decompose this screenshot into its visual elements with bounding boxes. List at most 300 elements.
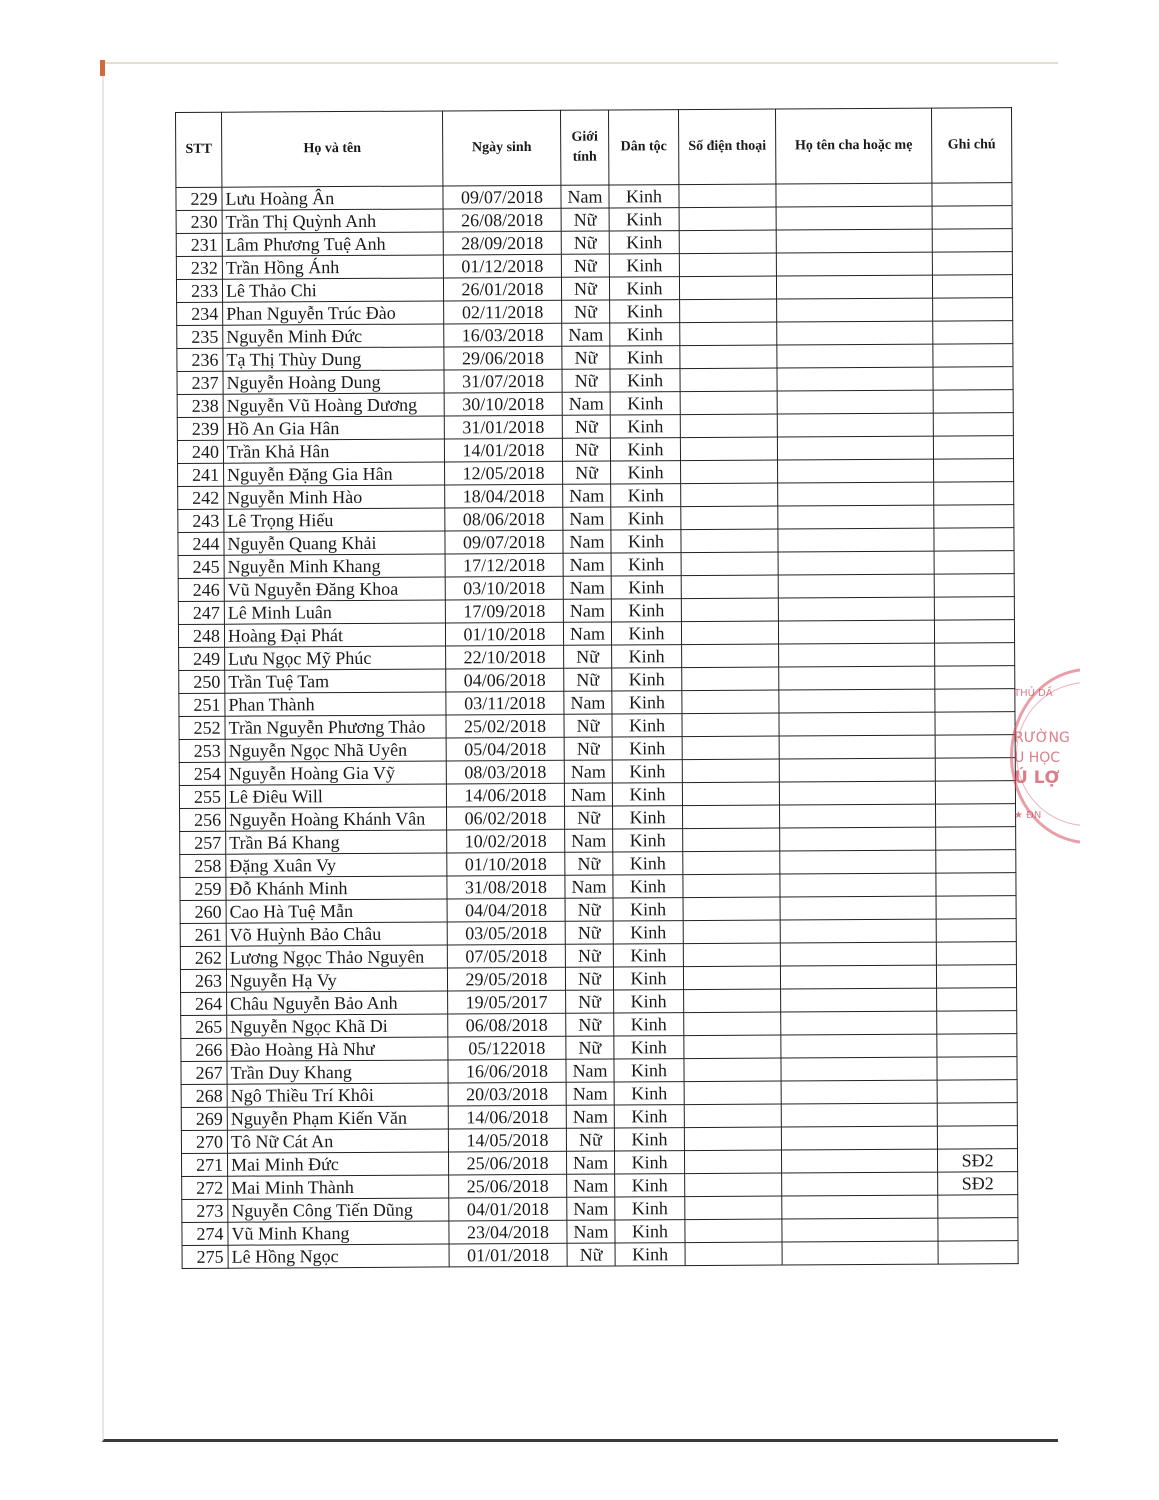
cell-parent <box>782 1172 938 1196</box>
cell-ethnicity: Kinh <box>609 208 679 231</box>
cell-dob: 01/10/2018 <box>445 622 563 646</box>
cell-stt: 242 <box>178 486 224 509</box>
cell-note <box>936 965 1016 988</box>
cell-parent <box>776 229 932 253</box>
cell-note <box>937 988 1017 1011</box>
cell-stt: 253 <box>179 739 225 762</box>
cell-note: SĐ2 <box>937 1149 1017 1172</box>
cell-dob: 26/08/2018 <box>443 208 561 232</box>
official-red-stamp <box>1010 668 1080 848</box>
header-phone: Số điện thoại <box>678 109 775 185</box>
cell-note <box>937 1103 1017 1126</box>
cell-parent <box>777 390 933 414</box>
cell-dob: 07/05/2018 <box>447 944 565 968</box>
cell-gender: Nam <box>564 691 612 714</box>
cell-dob: 02/11/2018 <box>444 300 562 324</box>
cell-stt: 252 <box>179 716 225 739</box>
cell-ethnicity: Kinh <box>614 990 684 1013</box>
cell-parent <box>777 321 933 345</box>
cell-ethnicity: Kinh <box>613 875 683 898</box>
cell-name: Vũ Nguyễn Đăng Khoa <box>224 577 445 601</box>
cell-gender: Nữ <box>564 668 612 691</box>
cell-ethnicity: Kinh <box>614 1105 684 1128</box>
cell-phone <box>683 874 780 898</box>
cell-stt: 231 <box>176 233 222 256</box>
cell-phone <box>682 782 779 806</box>
cell-dob: 06/08/2018 <box>448 1013 566 1037</box>
cell-gender: Nữ <box>562 346 610 369</box>
cell-parent <box>782 1218 938 1242</box>
cell-parent <box>781 1011 937 1035</box>
cell-parent <box>776 206 932 230</box>
cell-ethnicity: Kinh <box>612 645 682 668</box>
cell-dob: 01/12/2018 <box>443 254 561 278</box>
cell-dob: 25/06/2018 <box>448 1151 566 1175</box>
cell-stt: 251 <box>179 693 225 716</box>
cell-gender: Nam <box>563 599 611 622</box>
cell-gender: Nam <box>565 875 613 898</box>
cell-stt: 271 <box>181 1153 227 1176</box>
cell-stt: 234 <box>177 302 223 325</box>
header-stt: STT <box>176 112 222 187</box>
cell-note <box>936 873 1016 896</box>
cell-phone <box>683 828 780 852</box>
cell-phone <box>680 345 777 369</box>
cell-phone <box>679 253 776 277</box>
cell-parent <box>780 827 936 851</box>
header-gender: Giới tính <box>560 110 608 185</box>
cell-ethnicity: Kinh <box>612 668 682 691</box>
cell-note <box>936 919 1016 942</box>
cell-parent <box>778 620 934 644</box>
cell-stt: 273 <box>182 1199 228 1222</box>
header-ethnicity: Dân tộc <box>608 110 678 185</box>
cell-note <box>934 574 1014 597</box>
cell-note <box>933 298 1013 321</box>
cell-gender: Nam <box>563 622 611 645</box>
cell-gender: Nam <box>563 576 611 599</box>
cell-parent <box>781 988 937 1012</box>
cell-ethnicity: Kinh <box>611 484 681 507</box>
cell-ethnicity: Kinh <box>610 438 680 461</box>
cell-dob: 01/01/2018 <box>449 1243 567 1267</box>
cell-stt: 265 <box>181 1015 227 1038</box>
cell-ethnicity: Kinh <box>613 852 683 875</box>
cell-stt: 249 <box>179 647 225 670</box>
cell-stt: 270 <box>181 1130 227 1153</box>
cell-name: Trần Thị Quỳnh Anh <box>222 209 443 233</box>
cell-stt: 241 <box>178 463 224 486</box>
cell-note <box>932 229 1012 252</box>
header-name: Họ và tên <box>222 111 443 187</box>
cell-gender: Nữ <box>562 438 610 461</box>
cell-stt: 254 <box>179 762 225 785</box>
cell-parent <box>778 597 934 621</box>
cell-gender: Nữ <box>562 300 610 323</box>
cell-ethnicity: Kinh <box>609 277 679 300</box>
cell-phone <box>681 598 778 622</box>
cell-note <box>933 413 1013 436</box>
cell-ethnicity: Kinh <box>612 714 682 737</box>
student-list-table <box>175 107 1018 1269</box>
cell-parent <box>781 1080 937 1104</box>
cell-phone <box>680 299 777 323</box>
cell-name: Lưu Ngọc Mỹ Phúc <box>225 646 446 670</box>
cell-ethnicity: Kinh <box>615 1174 685 1197</box>
cell-stt: 244 <box>178 532 224 555</box>
cell-note <box>936 896 1016 919</box>
cell-dob: 12/05/2018 <box>445 461 563 485</box>
cell-phone <box>680 437 777 461</box>
cell-phone <box>682 690 779 714</box>
cell-name: Nguyễn Hạ Vy <box>226 968 447 992</box>
cell-name: Phan Nguyễn Trúc Đào <box>223 301 444 325</box>
cell-stt: 264 <box>181 992 227 1015</box>
cell-stt: 245 <box>178 555 224 578</box>
cell-note <box>935 689 1015 712</box>
cell-stt: 263 <box>180 969 226 992</box>
cell-parent <box>781 1034 937 1058</box>
cell-name: Ngô Thiều Trí Khôi <box>227 1083 448 1107</box>
cell-note <box>933 321 1013 344</box>
cell-phone <box>684 1035 781 1059</box>
cell-note <box>937 1034 1017 1057</box>
cell-stt: 246 <box>178 578 224 601</box>
cell-phone <box>680 322 777 346</box>
cell-ethnicity: Kinh <box>615 1243 685 1266</box>
cell-ethnicity: Kinh <box>609 254 679 277</box>
cell-phone <box>680 368 777 392</box>
cell-note <box>935 643 1015 666</box>
cell-gender: Nữ <box>565 921 613 944</box>
cell-ethnicity: Kinh <box>614 1013 684 1036</box>
cell-parent <box>779 758 935 782</box>
cell-dob: 08/03/2018 <box>446 760 564 784</box>
cell-ethnicity: Kinh <box>615 1197 685 1220</box>
cell-parent <box>780 850 936 874</box>
cell-dob: 30/10/2018 <box>444 392 562 416</box>
cell-phone <box>682 759 779 783</box>
cell-phone <box>679 230 776 254</box>
cell-parent <box>778 528 934 552</box>
cell-name: Đỗ Khánh Minh <box>226 876 447 900</box>
cell-gender: Nữ <box>565 806 613 829</box>
cell-ethnicity: Kinh <box>611 622 681 645</box>
cell-parent <box>779 643 935 667</box>
cell-name: Nguyễn Đặng Gia Hân <box>224 462 445 486</box>
cell-name: Châu Nguyễn Bảo Anh <box>227 991 448 1015</box>
cell-gender: Nữ <box>565 898 613 921</box>
cell-dob: 10/02/2018 <box>447 829 565 853</box>
stamp-text-top: THỦ DẦ <box>1014 688 1053 699</box>
cell-gender: Nam <box>564 760 612 783</box>
cell-dob: 14/05/2018 <box>448 1128 566 1152</box>
cell-ethnicity: Kinh <box>613 944 683 967</box>
cell-ethnicity: Kinh <box>613 967 683 990</box>
cell-gender: Nam <box>566 1151 614 1174</box>
cell-note <box>934 551 1014 574</box>
cell-phone <box>684 1058 781 1082</box>
cell-phone <box>681 483 778 507</box>
cell-gender: Nữ <box>564 645 612 668</box>
cell-stt: 259 <box>180 877 226 900</box>
cell-dob: 04/06/2018 <box>446 668 564 692</box>
cell-name: Lương Ngọc Thảo Nguyên <box>226 945 447 969</box>
cell-name: Hồ An Gia Hân <box>223 416 444 440</box>
cell-note <box>935 666 1015 689</box>
cell-phone <box>681 529 778 553</box>
cell-name: Phan Thành <box>225 692 446 716</box>
cell-name: Nguyễn Hoàng Dung <box>223 370 444 394</box>
cell-ethnicity: Kinh <box>611 553 681 576</box>
cell-dob: 17/09/2018 <box>445 599 563 623</box>
cell-parent <box>781 1103 937 1127</box>
cell-note <box>933 436 1013 459</box>
cell-note <box>934 505 1014 528</box>
cell-ethnicity: Kinh <box>613 829 683 852</box>
cell-ethnicity: Kinh <box>610 369 680 392</box>
cell-phone <box>685 1173 782 1197</box>
cell-parent <box>778 482 934 506</box>
cell-stt: 267 <box>181 1061 227 1084</box>
cell-name: Nguyễn Phạm Kiến Văn <box>227 1106 448 1130</box>
cell-phone <box>683 897 780 921</box>
cell-gender: Nữ <box>561 254 609 277</box>
cell-name: Lưu Hoàng Ân <box>222 186 443 210</box>
cell-note <box>932 275 1012 298</box>
cell-note <box>933 390 1013 413</box>
cell-note <box>935 781 1015 804</box>
cell-dob: 31/01/2018 <box>444 415 562 439</box>
cell-note <box>935 758 1015 781</box>
cell-note <box>935 804 1015 827</box>
cell-ethnicity: Kinh <box>614 1151 684 1174</box>
cell-name: Trần Khả Hân <box>223 439 444 463</box>
cell-phone <box>681 575 778 599</box>
cell-stt: 232 <box>176 256 222 279</box>
cell-phone <box>680 391 777 415</box>
cell-note <box>936 942 1016 965</box>
cell-dob: 05/122018 <box>448 1036 566 1060</box>
cell-name: Nguyễn Ngọc Khã Di <box>227 1014 448 1038</box>
cell-ethnicity: Kinh <box>611 530 681 553</box>
cell-phone <box>684 1012 781 1036</box>
cell-gender: Nam <box>566 1082 614 1105</box>
cell-stt: 255 <box>179 785 225 808</box>
header-parent: Họ tên cha hoặc mẹ <box>775 108 931 184</box>
cell-note <box>933 367 1013 390</box>
cell-gender: Nữ <box>563 461 611 484</box>
cell-gender: Nam <box>564 783 612 806</box>
cell-name: Lê Điêu Will <box>225 784 446 808</box>
cell-name: Đào Hoàng Hà Như <box>227 1037 448 1061</box>
cell-dob: 19/05/2017 <box>448 990 566 1014</box>
cell-phone <box>683 805 780 829</box>
cell-parent <box>780 965 936 989</box>
cell-phone <box>685 1242 782 1266</box>
stamp-text-line2: U HỌC <box>1014 750 1061 766</box>
cell-name: Nguyễn Hoàng Gia Vỹ <box>225 761 446 785</box>
cell-dob: 17/12/2018 <box>445 553 563 577</box>
cell-ethnicity: Kinh <box>610 323 680 346</box>
cell-stt: 272 <box>182 1176 228 1199</box>
cell-gender: Nữ <box>565 852 613 875</box>
cell-name: Nguyễn Minh Khang <box>224 554 445 578</box>
cell-ethnicity: Kinh <box>612 760 682 783</box>
cell-ethnicity: Kinh <box>609 185 679 208</box>
cell-parent <box>778 574 934 598</box>
cell-phone <box>684 1104 781 1128</box>
cell-name: Tạ Thị Thùy Dung <box>223 347 444 371</box>
cell-gender: Nữ <box>566 990 614 1013</box>
cell-gender: Nam <box>563 553 611 576</box>
cell-parent <box>776 252 932 276</box>
cell-parent <box>780 873 936 897</box>
cell-stt: 239 <box>177 417 223 440</box>
cell-parent <box>778 505 934 529</box>
cell-stt: 235 <box>177 325 223 348</box>
cell-dob: 18/04/2018 <box>445 484 563 508</box>
cell-gender: Nữ <box>565 944 613 967</box>
cell-parent <box>780 896 936 920</box>
cell-dob: 28/09/2018 <box>443 231 561 255</box>
cell-stt: 248 <box>178 624 224 647</box>
cell-gender: Nam <box>563 530 611 553</box>
cell-dob: 14/06/2018 <box>446 783 564 807</box>
cell-dob: 29/06/2018 <box>444 346 562 370</box>
cell-dob: 25/06/2018 <box>449 1174 567 1198</box>
cell-stt: 258 <box>180 854 226 877</box>
cell-stt: 237 <box>177 371 223 394</box>
cell-dob: 04/01/2018 <box>449 1197 567 1221</box>
cell-note <box>937 1011 1017 1034</box>
cell-phone <box>683 920 780 944</box>
stamp-text-bottom: ★ ĐN <box>1014 810 1042 821</box>
cell-parent <box>779 689 935 713</box>
cell-ethnicity: Kinh <box>610 300 680 323</box>
cell-dob: 29/05/2018 <box>447 967 565 991</box>
cell-ethnicity: Kinh <box>610 415 680 438</box>
cell-ethnicity: Kinh <box>613 921 683 944</box>
cell-gender: Nam <box>563 484 611 507</box>
cell-phone <box>684 1081 781 1105</box>
cell-stt: 247 <box>178 601 224 624</box>
cell-name: Mai Minh Đức <box>227 1152 448 1176</box>
cell-gender: Nữ <box>565 967 613 990</box>
cell-dob: 23/04/2018 <box>449 1220 567 1244</box>
cell-gender: Nữ <box>566 1036 614 1059</box>
cell-stt: 262 <box>180 946 226 969</box>
cell-parent <box>782 1195 938 1219</box>
cell-gender: Nam <box>567 1174 615 1197</box>
cell-dob: 26/01/2018 <box>443 277 561 301</box>
cell-parent <box>779 735 935 759</box>
cell-note <box>936 827 1016 850</box>
table-body <box>176 183 1018 1269</box>
cell-name: Trần Nguyễn Phương Thảo <box>225 715 446 739</box>
cell-name: Nguyễn Hoàng Khánh Vân <box>226 807 447 831</box>
cell-ethnicity: Kinh <box>610 346 680 369</box>
cell-gender: Nữ <box>562 369 610 392</box>
cell-stt: 236 <box>177 348 223 371</box>
cell-note <box>934 620 1014 643</box>
cell-gender: Nữ <box>561 208 609 231</box>
cell-parent <box>777 344 933 368</box>
cell-phone <box>679 207 776 231</box>
cell-phone <box>679 184 776 208</box>
cell-phone <box>685 1219 782 1243</box>
cell-name: Cao Hà Tuệ Mẫn <box>226 899 447 923</box>
cell-phone <box>682 644 779 668</box>
cell-name: Trần Duy Khang <box>227 1060 448 1084</box>
cell-parent <box>781 1126 937 1150</box>
cell-note <box>936 850 1016 873</box>
cell-note <box>933 344 1013 367</box>
cell-note <box>938 1195 1018 1218</box>
cell-phone <box>685 1196 782 1220</box>
cell-phone <box>684 1127 781 1151</box>
cell-dob: 14/01/2018 <box>444 438 562 462</box>
cell-name: Vũ Minh Khang <box>228 1221 449 1245</box>
cell-dob: 20/03/2018 <box>448 1082 566 1106</box>
cell-parent <box>777 436 933 460</box>
cell-note <box>934 482 1014 505</box>
cell-name: Nguyễn Ngọc Nhã Uyên <box>225 738 446 762</box>
cell-parent <box>782 1241 938 1265</box>
cell-parent <box>780 942 936 966</box>
cell-ethnicity: Kinh <box>612 691 682 714</box>
cell-ethnicity: Kinh <box>612 783 682 806</box>
cell-phone <box>681 552 778 576</box>
header-note: Ghi chú <box>931 108 1011 183</box>
cell-note <box>932 206 1012 229</box>
cell-phone <box>681 506 778 530</box>
cell-phone <box>680 414 777 438</box>
cell-dob: 04/04/2018 <box>447 898 565 922</box>
cell-note <box>937 1080 1017 1103</box>
cell-parent <box>777 298 933 322</box>
cell-phone <box>679 276 776 300</box>
cell-parent <box>780 919 936 943</box>
cell-stt: 240 <box>177 440 223 463</box>
cell-name: Nguyễn Vũ Hoàng Dương <box>223 393 444 417</box>
cell-parent <box>776 275 932 299</box>
cell-name: Nguyễn Quang Khải <box>224 531 445 555</box>
cell-parent <box>777 367 933 391</box>
cell-stt: 257 <box>180 831 226 854</box>
cell-ethnicity: Kinh <box>614 1082 684 1105</box>
cell-parent <box>776 183 932 207</box>
cell-gender: Nữ <box>561 231 609 254</box>
cell-note <box>937 1057 1017 1080</box>
cell-name: Trần Hồng Ánh <box>222 255 443 279</box>
cell-stt: 243 <box>178 509 224 532</box>
cell-phone <box>682 736 779 760</box>
stamp-text-line3: Ú LỢ <box>1014 768 1060 788</box>
cell-gender: Nam <box>562 392 610 415</box>
cell-gender: Nữ <box>561 277 609 300</box>
cell-note <box>938 1218 1018 1241</box>
cell-name: Lê Hồng Ngọc <box>228 1244 449 1268</box>
cell-note <box>935 735 1015 758</box>
cell-note <box>934 459 1014 482</box>
cell-name: Lê Trọng Hiếu <box>224 508 445 532</box>
cell-gender: Nam <box>565 829 613 852</box>
cell-ethnicity: Kinh <box>611 576 681 599</box>
cell-gender: Nam <box>566 1059 614 1082</box>
cell-note <box>934 528 1014 551</box>
cell-name: Nguyễn Minh Đức <box>223 324 444 348</box>
